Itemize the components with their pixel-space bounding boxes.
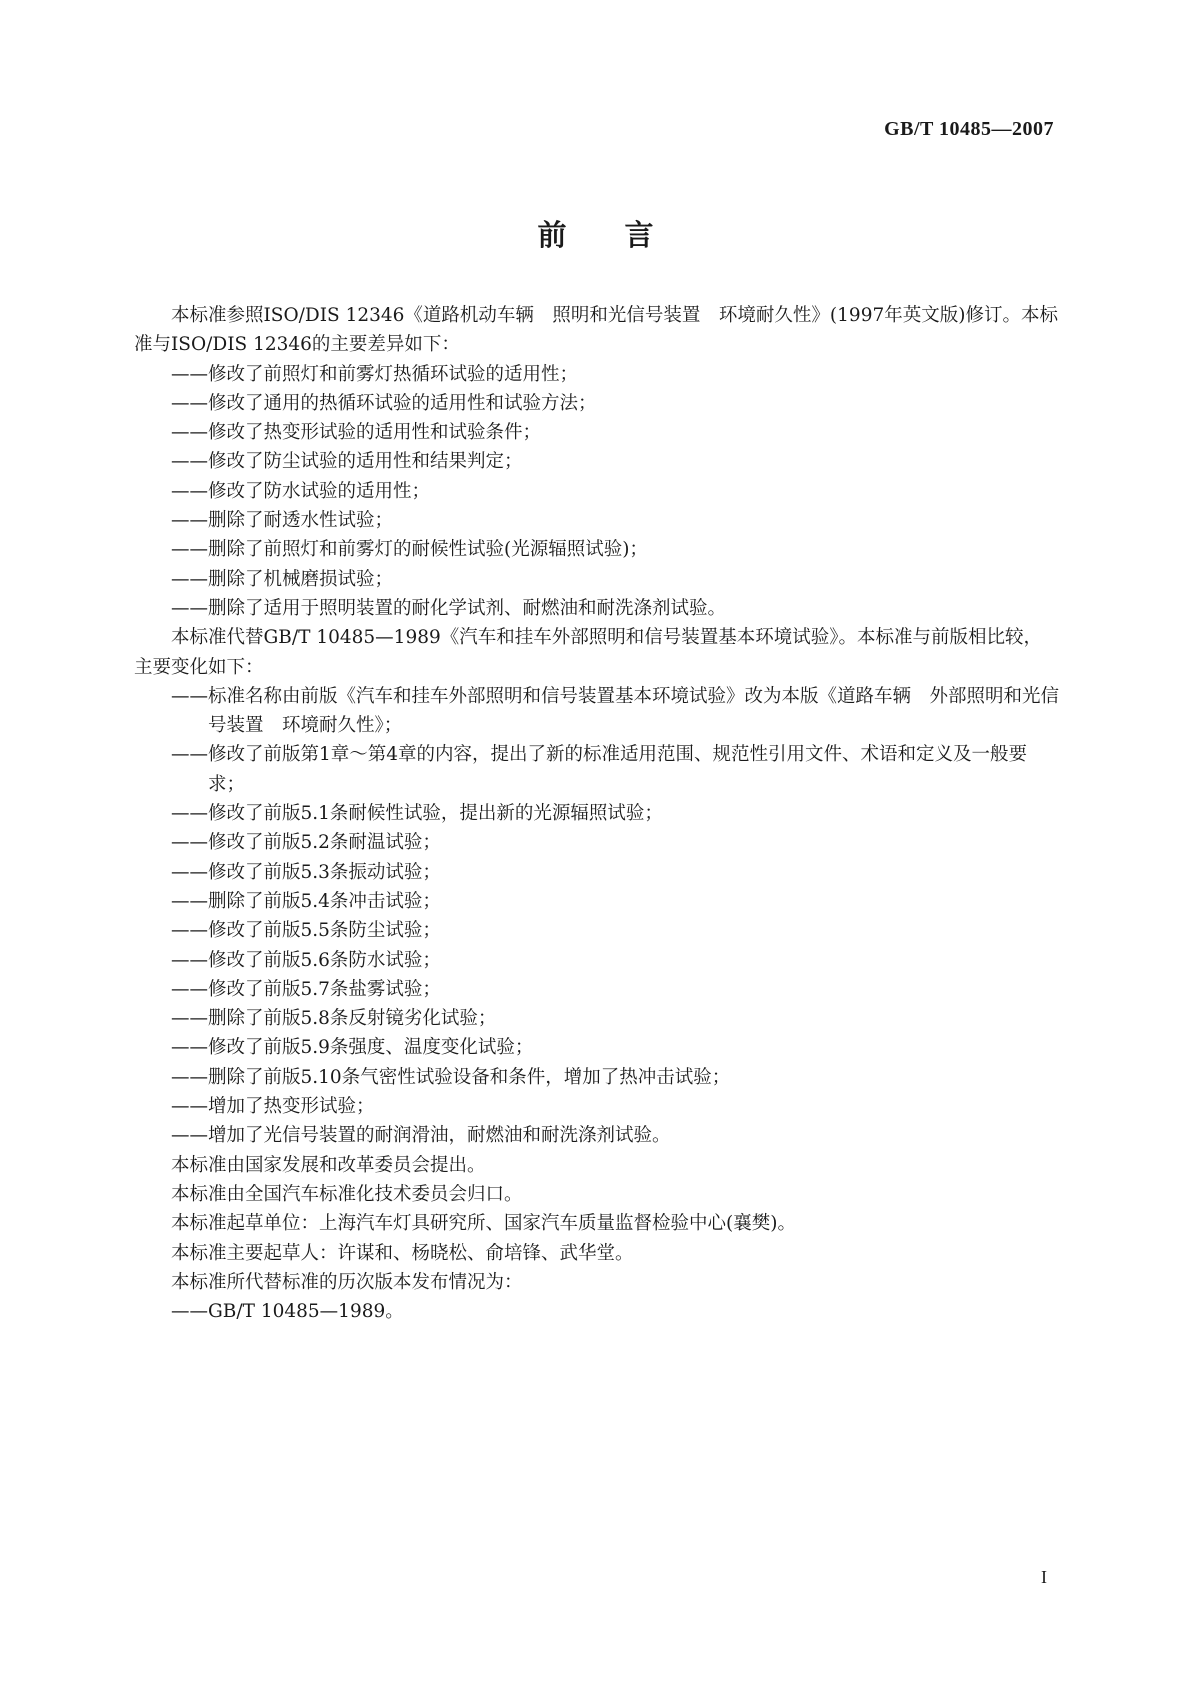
foreword-body <box>134 301 1059 1326</box>
page-number: I <box>1041 1567 1047 1587</box>
list-item: ——增加了光信号装置的耐润滑油，耐燃油和耐洗涤剂试验。 <box>171 1125 671 1147</box>
paragraph-replaces: 本标准代替GB/T 10485—1989《汽车和挂车外部照明和信号装置基本环境试验》。本标准与前版相比较，主要变化如下： <box>134 627 1043 678</box>
list-item: ——删除了耐透水性试验； <box>171 510 394 532</box>
list-item: ——增加了热变形试验； <box>171 1096 375 1118</box>
list-item: ——修改了前版5.2条耐温试验； <box>171 832 441 854</box>
list-item: ——删除了机械磨损试验； <box>171 568 394 590</box>
list-item: ——删除了前版5.10条气密性试验设备和条件，增加了热冲击试验； <box>171 1066 731 1088</box>
list-item: ——修改了前版5.1条耐候性试验，提出新的光源辐照试验； <box>171 803 663 825</box>
paragraph-committee: 本标准由全国汽车标准化技术委员会归口。 <box>171 1183 523 1205</box>
list-item: ——修改了热变形试验的适用性和试验条件； <box>171 422 542 444</box>
paragraph-drafting-units: 本标准起草单位：上海汽车灯具研究所、国家汽车质量监督检验中心(襄樊)。 <box>171 1213 796 1235</box>
list-item: ——删除了前版5.4条冲击试验； <box>171 890 441 912</box>
list-item: ——修改了前版第1章～第4章的内容，提出了新的标准适用范围、规范性引用文件、术语和定义及一般要求； <box>171 744 1028 795</box>
list-item: ——删除了前版5.8条反射镜劣化试验； <box>171 1008 497 1030</box>
paragraph-drafters: 本标准主要起草人：许谋和、杨晓松、俞培锋、武华堂。 <box>171 1242 634 1264</box>
list-item: ——修改了前版5.5条防尘试验； <box>171 920 441 942</box>
list-item: ——标准名称由前版《汽车和挂车外部照明和信号装置基本环境试验》改为本版《道路车辆 外部照明和光信号装置 环境耐久性》； <box>171 685 1060 737</box>
page-title: 前 言 <box>537 218 654 252</box>
paragraph-history: 本标准所代替标准的历次版本发布情况为： <box>171 1271 523 1293</box>
paragraph-proposer: 本标准由国家发展和改革委员会提出。 <box>171 1154 486 1176</box>
list-item: ——修改了前版5.3条振动试验； <box>171 861 441 883</box>
list-item: ——GB/T 10485—1989。 <box>171 1301 404 1323</box>
list-item: ——删除了前照灯和前雾灯的耐候性试验(光源辐照试验)； <box>171 539 648 561</box>
list-item: ——修改了前照灯和前雾灯热循环试验的适用性； <box>171 363 579 385</box>
list-item: ——修改了通用的热循环试验的适用性和试验方法； <box>171 392 597 414</box>
standard-number: GB/T 10485—2007 <box>884 118 1054 140</box>
list-item: ——修改了防水试验的适用性； <box>171 480 431 502</box>
list-item: ——修改了防尘试验的适用性和结果判定； <box>171 451 523 473</box>
list-item: ——删除了适用于照明装置的耐化学试剂、耐燃油和耐洗涤剂试验。 <box>171 597 727 619</box>
list-item: ——修改了前版5.9条强度、温度变化试验； <box>171 1037 534 1059</box>
list-item: ——修改了前版5.7条盐雾试验； <box>171 978 441 1000</box>
list-item: ——修改了前版5.6条防水试验； <box>171 949 441 971</box>
paragraph-reference: 本标准参照ISO/DIS 12346《道路机动车辆 照明和光信号装置 环境耐久性》(1997年英文版)修订。本标准与ISO/DIS 12346的主要差异如下： <box>134 305 1058 356</box>
